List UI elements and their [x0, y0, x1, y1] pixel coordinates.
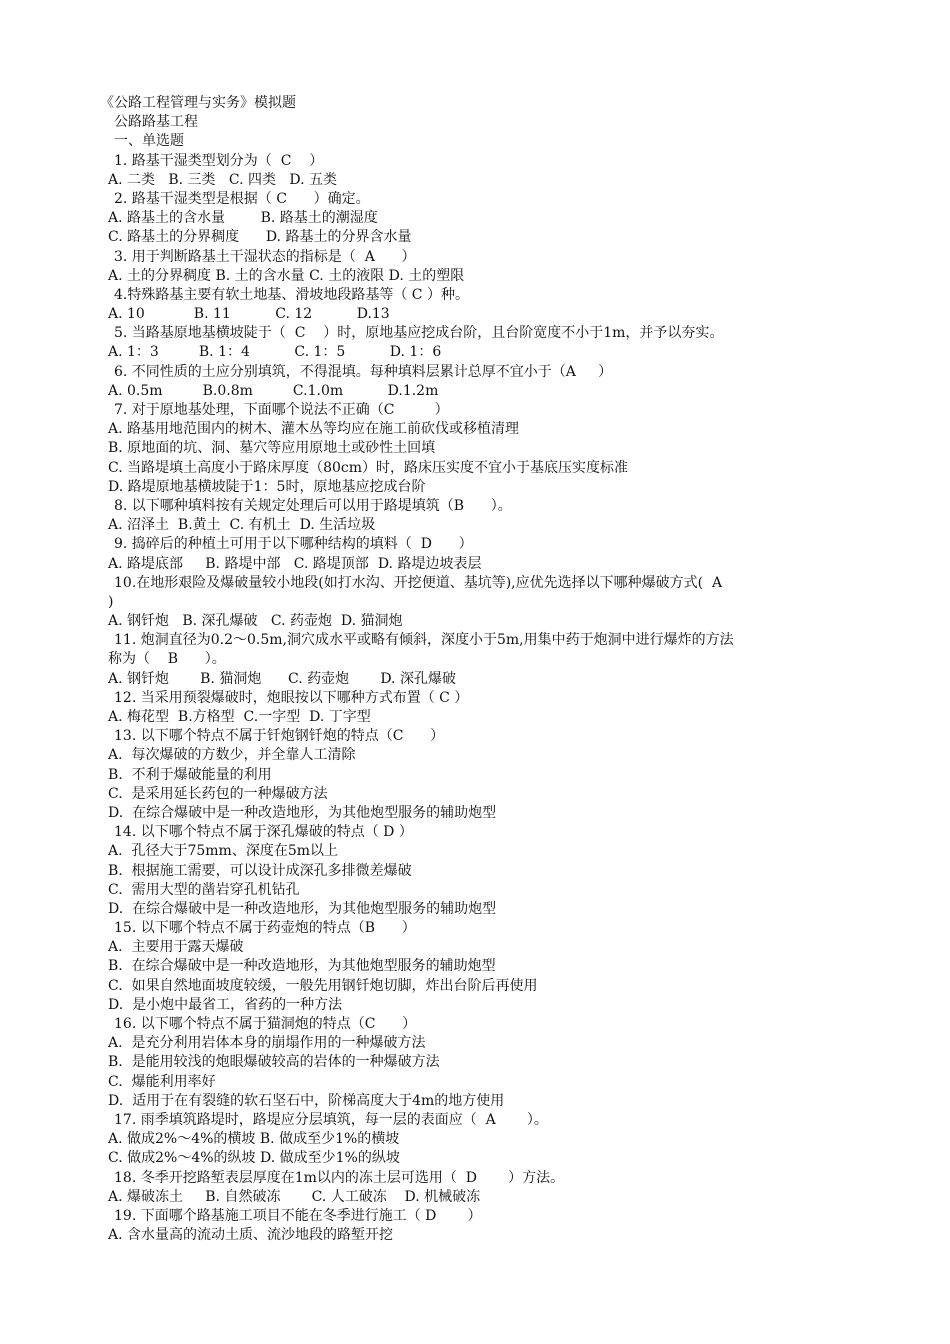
document-line: D. 在综合爆破中是一种改造地形，为其他炮型服务的辅助炮型: [108, 900, 497, 917]
document-line: 3. 用于判断路基土干湿状态的指标是（ A ）: [114, 248, 416, 265]
document-line: 11. 炮洞直径为0.2～0.5m,洞穴成水平或略有倾斜，深度小于5m,用集中药于炮洞中进行爆炸的方法: [114, 632, 734, 649]
document-line: ): [108, 593, 114, 610]
document-line: C. 如果自然地面坡度较缓，一般先用钢钎炮切脚，炸出台阶后再使用: [108, 977, 538, 994]
document-line: 13. 以下哪个特点不属于钎炮钢钎炮的特点（C ）: [114, 728, 445, 745]
document-line: A. 钢钎炮 B. 深孔爆破 C. 药壶炮 D. 猫洞炮: [108, 613, 403, 630]
document-line: 6. 不同性质的土应分别填筑，不得混填。每种填料层累计总厚不宜小于（A ）: [114, 363, 613, 380]
document-line: 8. 以下哪种填料按有关规定处理后可以用于路堤填筑（B ）。: [114, 497, 512, 514]
document-line: A. 路基用地范围内的树木、灌木丛等均应在施工前砍伐或移植清理: [108, 421, 520, 438]
document-line: C. 路基土的分界稠度 D. 路基土的分界含水量: [108, 229, 412, 246]
document-line: A. 钢钎炮 B. 猫洞炮 C. 药壶炮 D. 深孔爆破: [108, 670, 456, 687]
document-line: A. 爆破冻土 B. 自然破冻 C. 人工破冻 D. 机械破冻: [108, 1188, 481, 1205]
document-line: A. 路基土的含水量 B. 路基土的潮湿度: [108, 210, 378, 227]
document-line: A. 梅花型 B.方格型 C.一字型 D. 丁字型: [108, 709, 371, 725]
document-line: A. 二类 B. 三类 C. 四类 D. 五类: [108, 171, 337, 188]
document-line: 9. 捣碎后的种植土可用于以下哪种结构的填料（ D ）: [114, 536, 473, 553]
section-heading: 公路路基工程: [114, 114, 198, 131]
document-line: 16. 以下哪个特点不属于猫洞炮的特点（C ）: [114, 1016, 417, 1032]
document-line: 18. 冬季开挖路堑表层厚度在1m以内的冻土层可选用（ D ）方法。: [114, 1169, 565, 1186]
document-line: D. 适用于在有裂缝的软石坚石中，阶梯高度大于4m的地方使用: [108, 1092, 505, 1109]
document-line: A. 1：3 B. 1：4 C. 1：5 D. 1：6: [108, 344, 442, 361]
subsection-heading: 一、单选题: [114, 133, 184, 150]
document-line: A. 做成2%～4%的横坡 B. 做成至少1%的横坡: [108, 1131, 400, 1148]
document-line: B. 是能用较浅的炮眼爆破较高的岩体的一种爆破方法: [108, 1054, 440, 1071]
document-line: B. 原地面的坑、洞、墓穴等应用原地土或砂性土回填: [108, 440, 436, 457]
document-line: C. 是采用延长药包的一种爆破方法: [108, 785, 328, 802]
document-line: D. 路堤原地基横坡陡于1：5时，原地基应挖成台阶: [108, 478, 426, 495]
document-line: D. 是小炮中最省工，省药的一种方法: [108, 996, 343, 1013]
document-line: C. 当路堤填土高度小于路床厚度（80cm）时，路床压实度不宜小于基底压实度标准: [108, 459, 629, 476]
document-line: B. 不利于爆破能量的利用: [108, 766, 272, 783]
document-line: C. 爆能利用率好: [108, 1073, 216, 1090]
document-line: 称为（ B ）。: [108, 651, 226, 668]
document-line: 12. 当采用预裂爆破时，炮眼按以下哪种方式布置（ C ）: [114, 689, 469, 706]
document-line: 17. 雨季填筑路堤时，路堤应分层填筑，每一层的表面应（ A ）。: [114, 1111, 548, 1128]
document-line: 10.在地形艰险及爆破量较小地段(如打水沟、开挖便道、基坑等),应优先选择以下哪种爆破方式( A: [114, 574, 723, 591]
document-line: A. 沼泽土 B.黄土 C. 有机土 D. 生活垃圾: [108, 517, 376, 534]
document-line: 19. 下面哪个路基施工项目不能在冬季进行施工（ D ）: [114, 1207, 482, 1224]
document-line: A. 土的分界稠度 B. 土的含水量 C. 土的液限 D. 土的塑限: [108, 267, 465, 284]
document-line: 14. 以下哪个特点不属于深孔爆破的特点（ D ）: [114, 824, 413, 841]
document-line: 15. 以下哪个特点不属于药壶炮的特点（B ）: [114, 920, 416, 937]
document-line: C. 做成2%～4%的纵坡 D. 做成至少1%的纵坡: [108, 1150, 400, 1167]
document-body: [0, 94, 950, 1245]
document-line: A. 孔径大于75mm、深度在5m以上: [108, 843, 339, 860]
document-line: A. 0.5m B.0.8m C.1.0m D.1.2m: [108, 382, 439, 399]
document-line: D. 在综合爆破中是一种改造地形，为其他炮型服务的辅助炮型: [108, 804, 497, 821]
document-line: A. 每次爆破的方数少，并全靠人工清除: [108, 747, 356, 764]
document-line: A. 是充分利用岩体本身的崩塌作用的一种爆破方法: [108, 1035, 426, 1052]
document-line: 4.特殊路基主要有软土地基、滑坡地段路基等（ C ）种。: [114, 286, 469, 303]
document-line: A. 含水量高的流动土质、流沙地段的路堑开挖: [108, 1227, 394, 1244]
document-line: 7. 对于原地基处理，下面哪个说法不正确（C ）: [114, 402, 449, 418]
document-line: 1. 路基干湿类型划分为（ C ）: [114, 152, 324, 169]
document-line: C. 需用大型的凿岩穿孔机钻孔: [108, 881, 300, 898]
document-line: 2. 路基干湿类型是根据（ C ）确定。: [114, 190, 370, 207]
document-line: B. 根据施工需要，可以设计成深孔多排微差爆破: [108, 862, 412, 879]
document-line: A. 10 B. 11 C. 12 D.13: [108, 306, 390, 323]
document-title: 《公路工程管理与实务》模拟题: [100, 95, 296, 111]
document-line: A. 主要用于露天爆破: [108, 939, 244, 956]
document-line: 5. 当路基原地基横坡陡于（ C ）时，原地基应挖成台阶，且台阶宽度不小于1m，并予以夯实。: [114, 325, 724, 342]
document-line: A. 路堤底部 B. 路堤中部 C. 路堤顶部 D. 路堤边坡表层: [108, 555, 482, 572]
document-line: B. 在综合爆破中是一种改造地形，为其他炮型服务的辅助炮型: [108, 958, 496, 975]
